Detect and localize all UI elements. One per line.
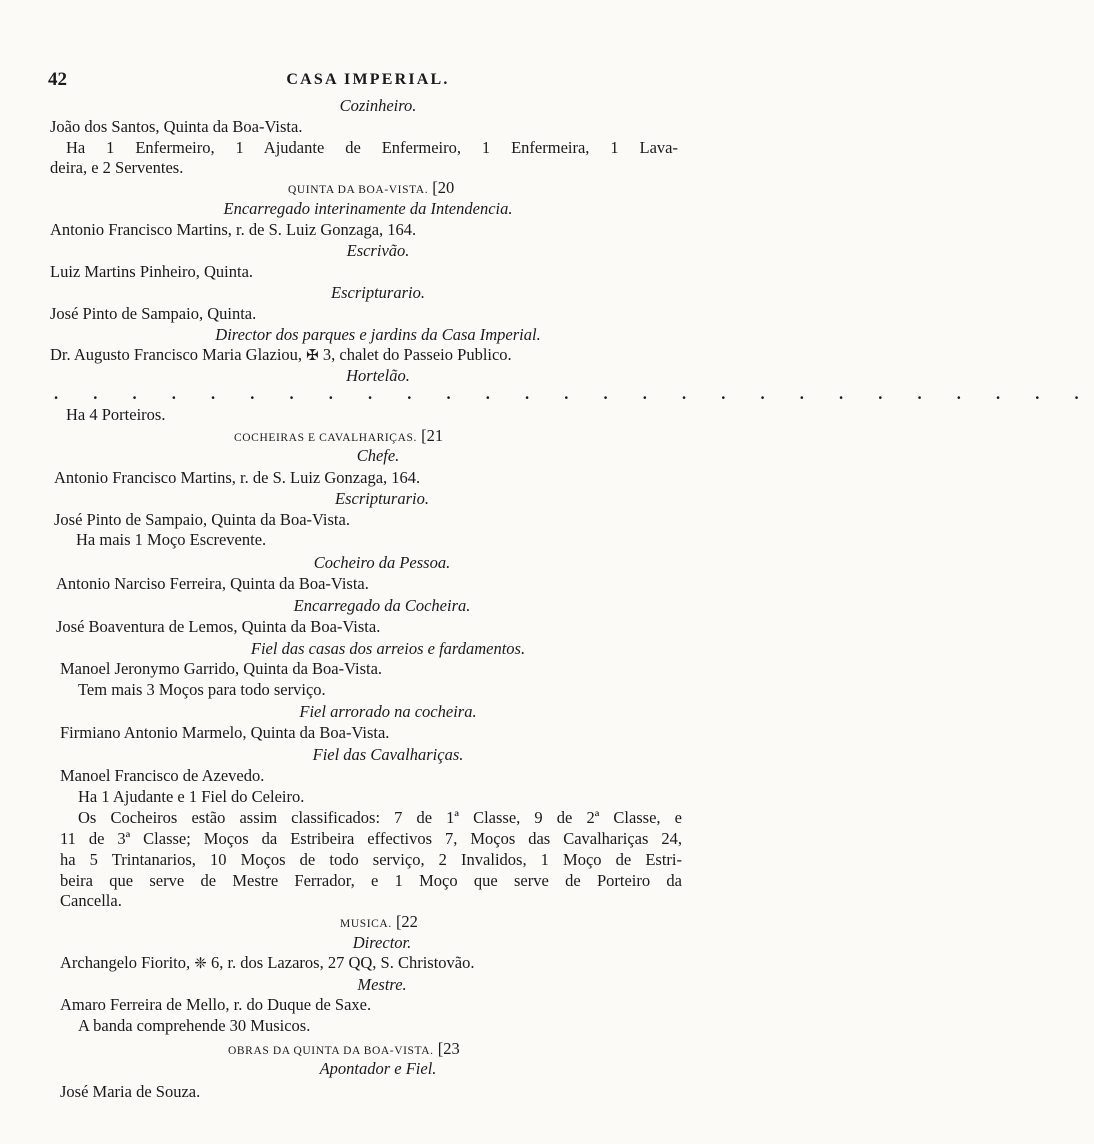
entry-line: Antonio Francisco Martins, r. de S. Luiz Gonzaga, 164. xyxy=(50,220,417,239)
heading-role: Escrivão. xyxy=(346,241,410,260)
section-heading xyxy=(228,1039,460,1061)
entry-line: Antonio Narciso Ferreira, Quinta da Boa-Vista. xyxy=(56,574,369,593)
entry-address: 6, r. dos Lazaros, 27 QQ, S. Christovão. xyxy=(210,953,475,972)
text-line: Ha mais 1 Moço Escrevente. xyxy=(76,530,267,549)
entry-address: 3, chalet do Passeio Publico. xyxy=(322,345,512,364)
entry-line: José Maria de Souza. xyxy=(60,1082,201,1101)
text-line: Ha 1 Ajudante e 1 Fiel do Celeiro. xyxy=(78,787,305,806)
text-line: Tem mais 3 Moços para todo serviço. xyxy=(78,680,326,699)
entry-line: Antonio Francisco Martins, r. de S. Luiz Gonzaga, 164. xyxy=(54,468,421,487)
entry-line: José Pinto de Sampaio, Quinta da Boa-Vista. xyxy=(54,510,350,529)
entry-line xyxy=(50,345,512,366)
entry-name: Archangelo Fiorito, xyxy=(60,953,191,972)
paragraph-line: ha 5 Trintanarios, 10 Moços de todo serviço, 2 Invalidos, 1 Moço de Estri- xyxy=(60,850,682,869)
heading-role: Cocheiro da Pessoa. xyxy=(313,553,451,572)
section-number: [22 xyxy=(395,912,418,931)
paragraph-line: beira que serve de Mestre Ferrador, e 1 Moço que serve de Porteiro da xyxy=(60,871,682,890)
entry-line: Amaro Ferreira de Mello, r. do Duque de Saxe. xyxy=(60,995,372,1014)
section-heading xyxy=(340,912,418,934)
heading-role: Encarregado da Cocheira. xyxy=(293,596,471,615)
heading-role: Apontador e Fiel. xyxy=(319,1059,437,1078)
heading-role: Encarregado interinamente da Intendencia. xyxy=(223,199,513,218)
section-title: COCHEIRAS E CAVALHARIÇAS. xyxy=(234,432,417,444)
entry-line xyxy=(60,953,475,974)
paragraph-line: Os Cocheiros estão assim classificados: 7 de 1ª Classe, 9 de 2ª Classe, e xyxy=(78,808,682,827)
entry-name: Dr. Augusto Francisco Maria Glaziou, xyxy=(50,345,303,364)
running-header: CASA IMPERIAL. xyxy=(286,71,450,88)
entry-line: Manoel Francisco de Azevedo. xyxy=(60,766,265,785)
order-medal-icon: ❈ xyxy=(194,956,207,972)
page-number: 42 xyxy=(48,69,67,90)
heading-role: Fiel das casas dos arreios e fardamentos. xyxy=(250,639,526,658)
entry-line: José Boaventura de Lemos, Quinta da Boa-Vista. xyxy=(56,617,381,636)
heading-role: Hortelão. xyxy=(346,366,410,385)
section-heading xyxy=(288,178,454,200)
section-number: [23 xyxy=(437,1039,460,1058)
heading-role: Cozinheiro. xyxy=(339,96,417,115)
entry-line: João dos Santos, Quinta da Boa-Vista. xyxy=(50,117,303,136)
heading-role: Director dos parques e jardins da Casa Imperial. xyxy=(215,325,541,344)
paragraph-line: 11 de 3ª Classe; Moços da Estribeira effectivos 7, Moços das Cavalhariças 24, xyxy=(60,829,682,848)
section-title: MUSICA. xyxy=(340,918,392,930)
heading-role: Mestre. xyxy=(357,975,407,994)
entry-line: José Pinto de Sampaio, Quinta. xyxy=(50,304,257,323)
section-title: OBRAS DA QUINTA DA BOA-VISTA. xyxy=(228,1045,434,1057)
heading-role: Fiel das Cavalhariças. xyxy=(312,745,464,764)
heading-role: Escripturario. xyxy=(335,489,429,508)
entry-line: Manoel Jeronymo Garrido, Quinta da Boa-Vista. xyxy=(60,659,383,678)
entry-line: Luiz Martins Pinheiro, Quinta. xyxy=(50,262,254,281)
section-heading xyxy=(234,426,443,448)
heading-role: Fiel arrorado na cocheira. xyxy=(299,702,477,721)
text-line: Ha 4 Porteiros. xyxy=(66,405,166,424)
dot-leader: . . . . . . . . . . . . . . . . . . . . . . . . . . . xyxy=(54,384,1094,403)
section-number: [20 xyxy=(432,178,455,197)
entry-line: Firmiano Antonio Marmelo, Quinta da Boa-Vista. xyxy=(60,723,390,742)
text-line: Ha 1 Enfermeiro, 1 Ajudante de Enfermeiro, 1 Enfermeira, 1 Lava- xyxy=(66,138,678,157)
heading-role: Director. xyxy=(352,933,412,952)
heading-role: Escripturario. xyxy=(331,283,425,302)
section-title: QUINTA DA BOA-VISTA. xyxy=(288,184,429,196)
section-number: [21 xyxy=(421,426,444,445)
text-line: deira, e 2 Serventes. xyxy=(50,158,184,177)
text-line: A banda comprehende 30 Musicos. xyxy=(78,1016,311,1035)
order-cross-icon: ✠ xyxy=(306,348,319,364)
heading-role: Chefe. xyxy=(356,446,400,465)
paragraph-line: Cancella. xyxy=(60,891,122,910)
